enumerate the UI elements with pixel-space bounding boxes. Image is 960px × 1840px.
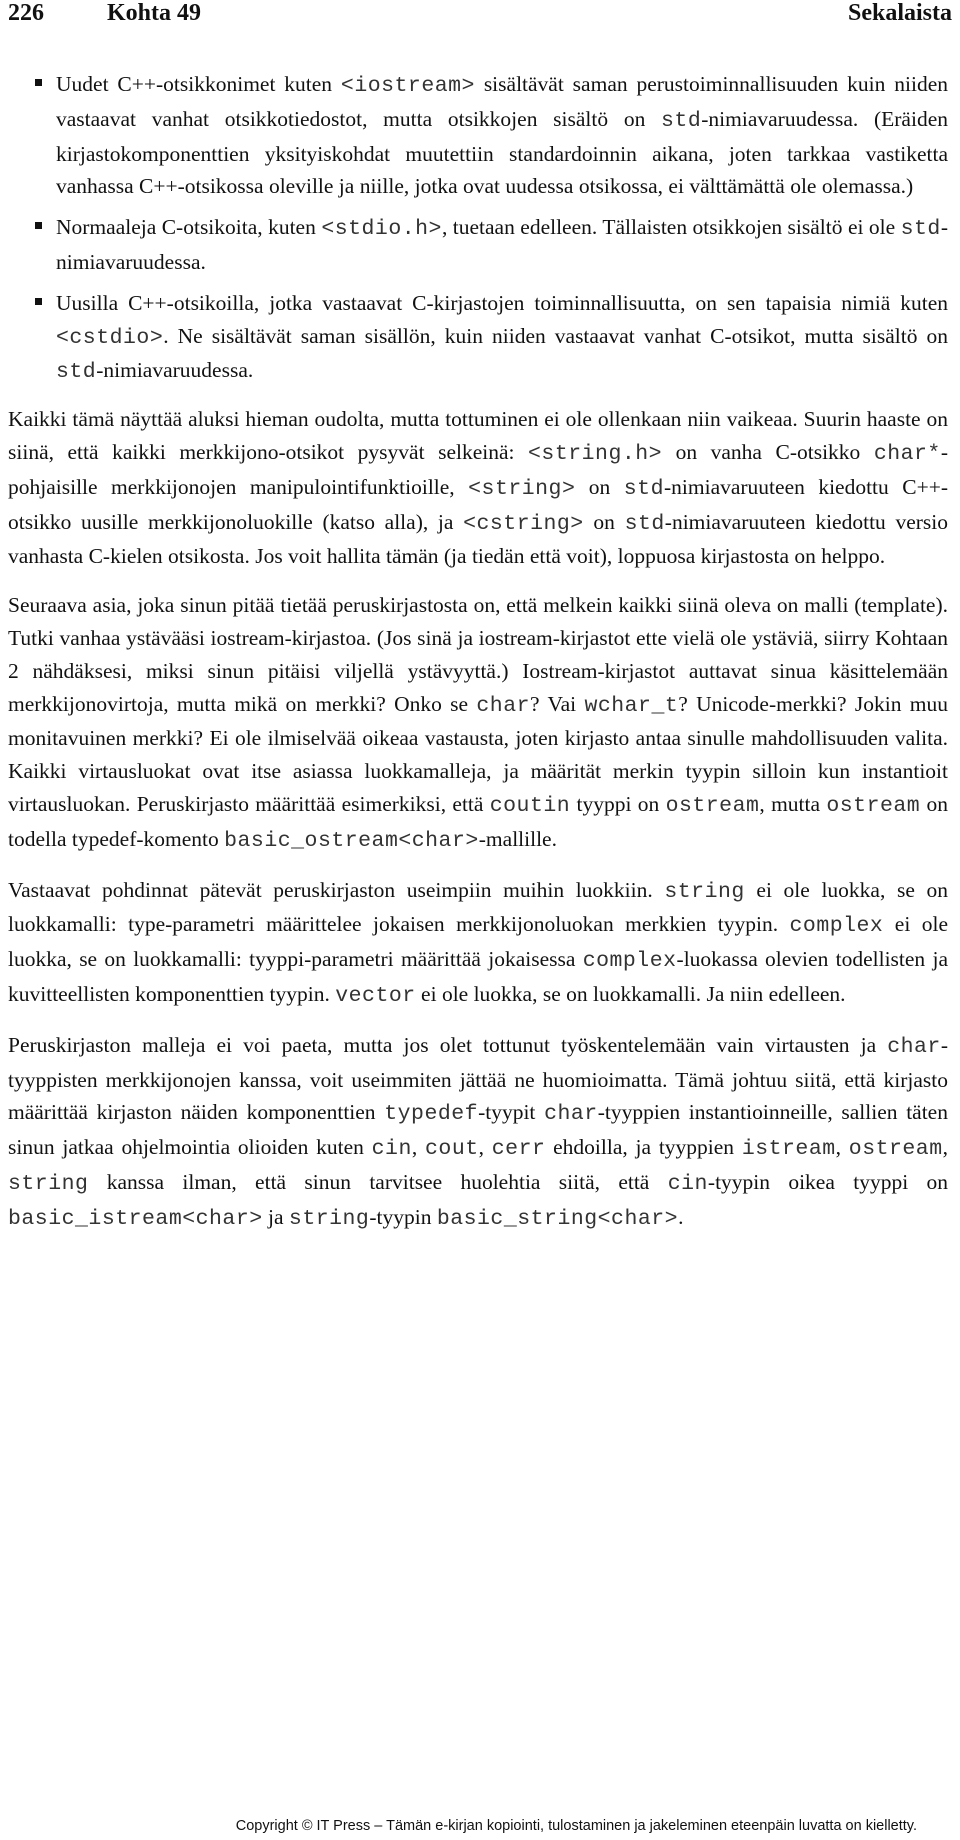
inline-code: string <box>288 1206 370 1231</box>
body-paragraph <box>8 1029 948 1236</box>
text-run: ? Unicode-merkki? Jokin muu monitavuinen merkki? Ei ole ilmiselvää oikeaa vastausta, joten kirjasto antaa sinulle mahdollisuuden valita. Kaikki virtausluokat ovat itse asiassa luokkamalleja, ja määrität merkin tyypin silloin kun instantioit virtausluokan. Peruskirjasto määrittää esimerkiksi, että <box>8 691 948 816</box>
inline-code: char* <box>873 441 941 466</box>
bullet-list <box>8 68 948 389</box>
text-run: ja <box>262 1204 289 1229</box>
inline-code: istream <box>741 1137 836 1162</box>
text-run: on vanha C-otsikko <box>662 439 874 464</box>
inline-code: <cstdio> <box>56 325 164 350</box>
bullet-text <box>56 215 948 274</box>
inline-code: complex <box>582 949 677 974</box>
text-run: . <box>678 1204 684 1229</box>
inline-code: ostream <box>826 793 921 818</box>
inline-code: string <box>8 1171 89 1196</box>
text-run: kanssa ilman, että sinun tarvitsee huolehtia siitä, että <box>88 1169 668 1194</box>
inline-code: std <box>56 360 97 385</box>
text-run: Normaaleja C-otsikoita, kuten <box>56 215 322 240</box>
text-run: ei ole luokka, se on luokkamalli: tyyppi-parametri määrittää jokaisessa <box>8 912 948 972</box>
inline-code: <string.h> <box>528 441 663 466</box>
inline-code: basic_istream<char> <box>8 1206 263 1231</box>
text-run: -luokassa olevien todellisten ja kuvitteellisten komponenttien tyypin. <box>8 947 948 1006</box>
text-run: -nimiavaruudessa. <box>96 358 254 383</box>
inline-code: <stdio.h> <box>321 217 442 242</box>
inline-code: cin <box>371 1137 412 1162</box>
running-header <box>8 0 952 30</box>
square-bullet-icon <box>35 79 42 86</box>
text-run: -tyyppien instantioinneille, sallien täten sinun jatkaa ohjelmointia olioiden kuten <box>8 1100 948 1160</box>
text-run: -tyypin <box>369 1204 437 1229</box>
chapter-title: Kohta 49 <box>107 0 202 26</box>
inline-code: basic_string<char> <box>436 1206 679 1231</box>
text-run: Kaikki tämä näyttää aluksi hieman oudolta, mutta tottuminen ei ole ollenkaan niin vaikeaa. Suurin haaste on siinä, että kaikki merkkijono-otsikot pysyvät selkeinä: <box>8 407 948 464</box>
text-run: -nimiavaruuteen kiedottu C++-otsikko uusille merkkijonoluokille (katso alla), ja <box>8 474 948 534</box>
inline-code: std <box>900 217 941 242</box>
text-run: -tyypit <box>478 1100 545 1125</box>
inline-code: basic_ostream<char> <box>224 828 479 853</box>
inline-code: complex <box>789 914 884 939</box>
inline-code: string <box>664 879 745 904</box>
text-run: -pohjaisille merkkijonojen manipulointifunktioille, <box>8 439 948 499</box>
text-run: on todella typedef-komento <box>8 791 948 851</box>
page-number: 226 <box>8 0 44 26</box>
copyright-text: Copyright © IT Press – Tämän e-kirjan kopiointi, tulostaminen ja jakeleminen eteenpäin luvatta on kielletty. <box>235 1818 917 1834</box>
text-run: ei ole luokka, se on luokkamalli: type-parametri määrittelee jokaisen merkkijonoluokan merkkien tyypin. <box>8 877 948 937</box>
page-body <box>8 68 948 1236</box>
bullet-text <box>56 291 948 383</box>
section-title: Sekalaista <box>847 0 952 26</box>
square-bullet-icon <box>35 222 42 229</box>
bullet-text <box>56 72 948 198</box>
text-run: Peruskirjaston malleja ei voi paeta, mutta jos olet tottunut työskentelemään vain virtausten ja <box>8 1032 888 1057</box>
inline-code: std <box>624 511 665 536</box>
inline-code: wchar_t <box>584 693 679 718</box>
text-run: tyyppi on <box>570 791 666 816</box>
text-run: , <box>411 1135 426 1160</box>
text-run: , <box>942 1135 948 1160</box>
inline-code: typedef <box>384 1102 479 1127</box>
inline-code: cout <box>425 1137 479 1162</box>
text-run: -nimiavaruudessa. (Eräiden kirjastokomponenttien yksityiskohdat muutettiin standardoinnin aikana, joten tarkkaa vastiketta vanhassa C++-otsikossa oleville ja niille, jotka ovat uudessa otsikossa, ei välttämättä ole olemassa.) <box>56 106 948 199</box>
text-run: Seuraava asia, joka sinun pitää tietää peruskirjastosta on, että melkein kaikki siinä oleva on malli (template). Tutki vanhaa ystävääsi iostream-kirjastoa. (Jos sinä ja iostream-kirjastot ette vielä ole ystäviä, siirry Kohtaan 2 nähdäksesi, miksi sinun pitäisi viljellä ystävyyttä.) Iostream-kirjastot auttavat sinua käsittelemään merkkijonovirtoja, mutta mikä on merkki? Onko se <box>8 593 948 716</box>
inline-code: <cstring> <box>463 511 584 536</box>
text-run: ehdoilla, ja tyyppien <box>545 1135 742 1160</box>
text-run: Vastaavat pohdinnat pätevät peruskirjaston useimpiin muihin luokkiin. <box>8 877 665 902</box>
body-paragraph <box>8 589 948 857</box>
inline-code: char <box>544 1102 598 1127</box>
body-paragraph <box>8 874 948 1013</box>
text-run: -nimiavaruudessa. <box>56 215 948 274</box>
text-run: on <box>575 474 624 499</box>
bullet-item <box>8 68 948 203</box>
text-run: , mutta <box>759 791 827 816</box>
text-run: ? Vai <box>530 691 585 716</box>
inline-code: ostream <box>665 793 760 818</box>
square-bullet-icon <box>35 298 42 305</box>
text-run: on <box>583 509 625 534</box>
text-run: , <box>835 1135 849 1160</box>
text-run: Uusilla C++-otsikoilla, jotka vastaavat C-kirjastojen toiminnallisuutta, on sen tapaisia nimiä kuten <box>56 290 948 315</box>
inline-code: cin <box>667 1171 708 1196</box>
text-run: sisältävät saman perustoiminnallisuuden kuin niiden vastaavat vanhat otsikkotiedostot, mutta otsikkojen sisältö on <box>56 72 948 131</box>
body-paragraph <box>8 403 948 573</box>
inline-code: ostream <box>848 1137 943 1162</box>
inline-code: <iostream> <box>340 74 475 98</box>
inline-code: std <box>661 108 702 133</box>
inline-code: cerr <box>491 1137 546 1162</box>
text-run: Uudet C++-otsikkonimet kuten <box>56 72 341 96</box>
inline-code: vector <box>335 983 416 1008</box>
copyright-footer <box>0 1817 960 1835</box>
inline-code: std <box>623 476 664 501</box>
text-run: -nimiavaruuteen kiedottu versio vanhasta C-kielen otsikosta. Jos voit hallita tämän (ja tiedän että voit), loppuosa kirjastosta on helppo. <box>8 509 949 569</box>
text-run: -tyypin oikea tyyppi on <box>707 1169 948 1194</box>
inline-code: char <box>887 1034 941 1059</box>
inline-code: <string> <box>468 476 576 501</box>
text-run: , tuetaan edelleen. Tällaisten otsikkojen sisältö ei ole <box>441 215 901 240</box>
bullet-item <box>8 287 948 389</box>
text-run: ei ole luokka, se on luokkamalli. Ja niin edelleen. <box>415 981 846 1006</box>
text-run: -mallille. <box>478 826 557 851</box>
text-run: , <box>478 1135 492 1160</box>
bullet-item <box>8 211 948 279</box>
text-run: -tyyppisten merkkijonojen kanssa, voit useimmiten jättää ne huomioimatta. Tämä johtuu siitä, että kirjasto määrittää kirjaston näiden komponenttien <box>8 1032 948 1125</box>
inline-code: char <box>476 693 530 718</box>
text-run: . Ne sisältävät saman sisällön, kuin niiden vastaavat vanhat C-otsikot, mutta sisältö on <box>163 323 948 348</box>
inline-code: coutin <box>489 793 571 818</box>
